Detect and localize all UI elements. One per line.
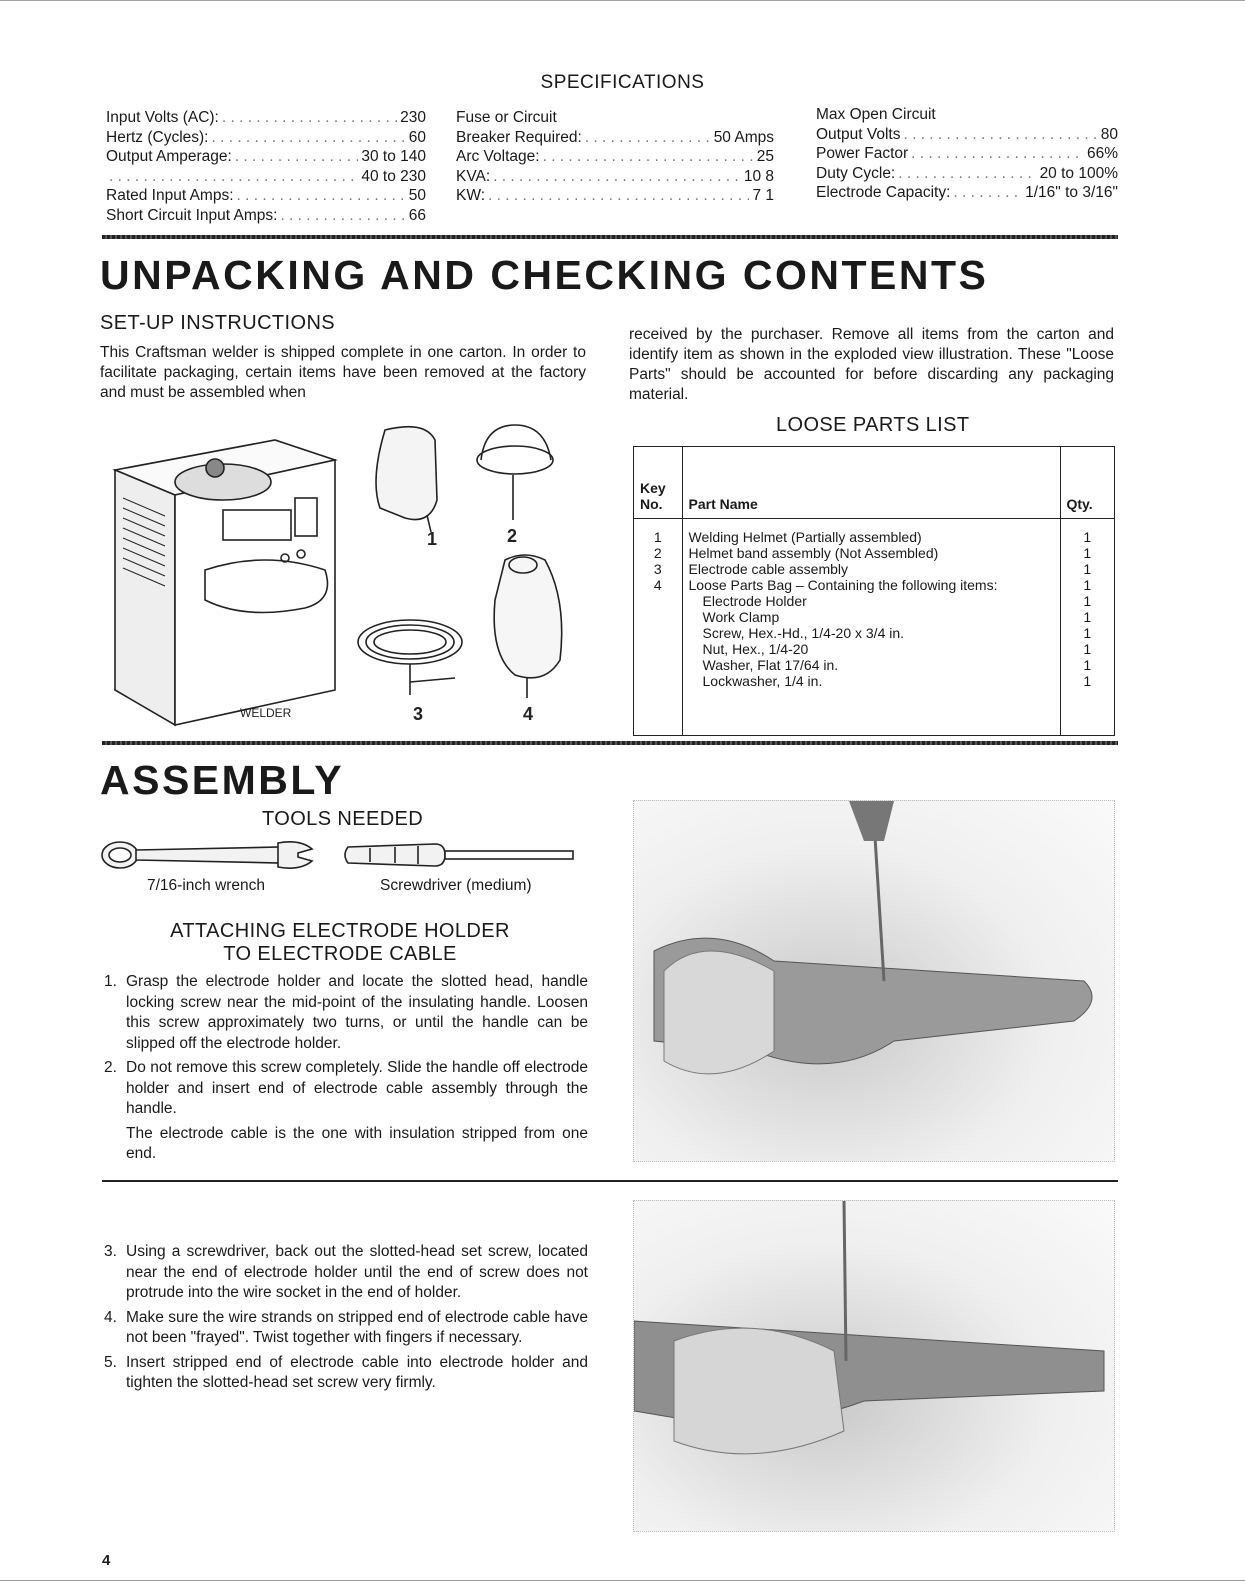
leader-dots bbox=[953, 183, 1022, 203]
step-number: 2. bbox=[104, 1059, 117, 1076]
table-cell-qty: 1 bbox=[1083, 560, 1092, 577]
item-3-label: 3 bbox=[413, 704, 424, 724]
leader-dots bbox=[280, 206, 405, 226]
table-cell-key bbox=[634, 657, 682, 673]
table-row bbox=[634, 518, 1114, 545]
item-1-label: 1 bbox=[427, 529, 438, 549]
spec-label: Power Factor bbox=[816, 145, 909, 162]
table-cell-name: Electrode Holder bbox=[682, 593, 1060, 609]
table-cell-key: 3 bbox=[634, 561, 682, 577]
spec-value: 10 8 bbox=[743, 167, 774, 185]
spec-col-3 bbox=[816, 105, 1118, 203]
step-item bbox=[104, 1242, 588, 1304]
table-cell-qty: 1 bbox=[1083, 672, 1092, 689]
leader-dots bbox=[585, 128, 711, 148]
leader-dots bbox=[911, 144, 1084, 164]
steps-group-a bbox=[104, 972, 588, 1165]
col2-row bbox=[456, 147, 774, 167]
table-row bbox=[634, 577, 1114, 593]
col1-row bbox=[106, 186, 426, 206]
step-text: Make sure the wire strands on stripped end of electrode cable have not been "frayed". Twist together with fingers if necessary. bbox=[126, 1308, 588, 1346]
divider-assembly bbox=[102, 1180, 1118, 1182]
col1-row bbox=[106, 167, 426, 187]
spec-label: Short Circuit Input Amps: bbox=[106, 206, 278, 224]
spec-value: 40 to 230 bbox=[361, 167, 426, 185]
step-item bbox=[104, 1058, 588, 1120]
table-cell-qty: 1 bbox=[1083, 656, 1092, 673]
table-cell-name: Loose Parts Bag – Containing the following items: bbox=[682, 577, 1060, 593]
table-row bbox=[634, 545, 1114, 561]
step-item bbox=[104, 972, 588, 1054]
leader-dots bbox=[109, 167, 358, 187]
photo-electrode-holder-1 bbox=[633, 800, 1115, 1162]
header-part-name: Part Name bbox=[682, 447, 1060, 518]
spec-value: 80 bbox=[1100, 125, 1118, 143]
table-cell-qty: 1 bbox=[1083, 592, 1092, 609]
leader-dots bbox=[211, 128, 405, 148]
top-border bbox=[0, 0, 1245, 1]
table-cell-key: 1 bbox=[634, 518, 682, 545]
header-key-line2: No. bbox=[640, 495, 663, 512]
wrench-icon bbox=[100, 835, 320, 875]
spec-label: KVA: bbox=[456, 167, 491, 185]
table-cell-key bbox=[634, 641, 682, 657]
spec-label: Arc Voltage: bbox=[456, 148, 540, 165]
step-number: 5. bbox=[104, 1353, 117, 1371]
exploded-view-illustration bbox=[105, 420, 585, 740]
spec-value: 30 to 140 bbox=[361, 148, 426, 165]
spec-label: Electrode Capacity: bbox=[816, 184, 951, 201]
step-text: Grasp the electrode holder and locate the slotted head, handle locking screw near the mid-point of the insulating handle. Loosen this screw approximately two turns, or until the handle can be slipped off the electrode holder. bbox=[126, 973, 588, 1052]
header-qty: Qty. bbox=[1060, 447, 1114, 518]
spec-value: 60 bbox=[408, 128, 426, 146]
step-item bbox=[104, 1353, 588, 1394]
leader-dots bbox=[235, 147, 359, 167]
parts-bag-drawing bbox=[494, 555, 562, 698]
spec-label: Fuse or Circuit bbox=[456, 109, 557, 126]
helmet-drawing bbox=[376, 427, 437, 532]
spec-value: 50 bbox=[408, 187, 426, 204]
step-number: 3. bbox=[104, 1243, 117, 1260]
table-cell-name: Lockwasher, 1/4 in. bbox=[682, 673, 1060, 689]
welder-drawing bbox=[115, 440, 335, 725]
screwdriver-icon bbox=[340, 838, 580, 872]
page-number: 4 bbox=[102, 1552, 111, 1569]
assembly-heading: ASSEMBLY bbox=[100, 757, 345, 803]
col3-row bbox=[816, 105, 1118, 125]
col2-row bbox=[456, 108, 774, 128]
spec-label: Duty Cycle: bbox=[816, 164, 896, 182]
table-row bbox=[634, 593, 1114, 609]
step-number: 1. bbox=[104, 973, 117, 990]
table-cell-name: Work Clamp bbox=[682, 609, 1060, 625]
attach-heading-line2: TO ELECTRODE CABLE bbox=[223, 943, 457, 965]
tool-label-wrench: 7/16-inch wrench bbox=[147, 877, 266, 894]
table-cell-key bbox=[634, 593, 682, 609]
col2-row bbox=[456, 186, 774, 206]
col3-row bbox=[816, 164, 1118, 184]
table-row bbox=[634, 657, 1114, 673]
setup-paragraph-right: received by the purchaser. Remove all items from the carton and identify item as shown in the exploded view illustration. These "Loose Parts" should be accounted for before discarding any packaging material. bbox=[629, 326, 1114, 403]
specifications-title: SPECIFICATIONS bbox=[540, 72, 705, 93]
setup-paragraph-left: This Craftsman welder is shipped complete in one carton. In order to facilitate packaging, certain items have been removed at the factory and must be assembled when bbox=[100, 344, 586, 401]
tool-label-screwdriver: Screwdriver (medium) bbox=[380, 877, 532, 894]
divider-unpacking bbox=[102, 741, 1118, 745]
col1-row bbox=[106, 108, 426, 128]
tools-needed-heading: TOOLS NEEDED bbox=[262, 808, 424, 830]
table-cell-name: Welding Helmet (Partially assembled) bbox=[682, 518, 1060, 545]
table-row bbox=[634, 673, 1114, 689]
leader-dots bbox=[898, 164, 1036, 184]
spec-value: 50 Amps bbox=[713, 128, 774, 146]
spec-label: Max Open Circuit bbox=[816, 106, 936, 123]
table-cell-key: 4 bbox=[634, 577, 682, 593]
table-cell-key bbox=[634, 673, 682, 689]
attach-heading-line1: ATTACHING ELECTRODE HOLDER bbox=[170, 920, 510, 942]
table-cell-qty: 1 bbox=[1083, 608, 1092, 625]
table-cell-qty: 1 bbox=[1083, 640, 1092, 657]
header-key bbox=[634, 447, 682, 518]
step-number: 4. bbox=[104, 1308, 117, 1326]
col3-row bbox=[816, 125, 1118, 145]
col1-row bbox=[106, 147, 426, 167]
spec-value: 7 1 bbox=[752, 187, 774, 204]
loose-parts-table bbox=[634, 447, 1114, 735]
table-cell-name: Electrode cable assembly bbox=[682, 561, 1060, 577]
cable-drawing bbox=[358, 620, 462, 695]
photo-electrode-holder-2 bbox=[633, 1200, 1115, 1532]
item-2-label: 2 bbox=[507, 526, 518, 546]
table-cell-qty: 1 bbox=[1083, 576, 1092, 593]
leader-dots bbox=[488, 186, 749, 206]
col2-row bbox=[456, 167, 774, 187]
step-text: Insert stripped end of electrode cable into electrode holder and tighten the slotted-head set screw very firmly. bbox=[126, 1353, 588, 1391]
col2-row bbox=[456, 128, 774, 148]
helmet-band-drawing bbox=[477, 425, 553, 520]
table-cell-key: 2 bbox=[634, 545, 682, 561]
item-4-label: 4 bbox=[523, 704, 534, 724]
divider-specs bbox=[102, 235, 1118, 239]
loose-parts-title: LOOSE PARTS LIST bbox=[776, 414, 970, 436]
spec-value: 66 bbox=[408, 206, 426, 224]
leader-dots bbox=[222, 108, 397, 128]
spec-label: Output Volts bbox=[816, 125, 901, 143]
unpacking-heading: UNPACKING AND CHECKING CONTENTS bbox=[100, 252, 989, 298]
table-cell-name: Nut, Hex., 1/4-20 bbox=[682, 641, 1060, 657]
setup-heading: SET-UP INSTRUCTIONS bbox=[100, 312, 336, 334]
table-cell-qty: 1 bbox=[1083, 544, 1092, 561]
spec-value: 1/16" to 3/16" bbox=[1025, 184, 1118, 201]
spec-col-2 bbox=[456, 108, 774, 206]
loose-parts-table-box bbox=[633, 446, 1115, 736]
col3-row bbox=[816, 144, 1118, 164]
spec-col-1 bbox=[106, 108, 426, 225]
cable-note: The electrode cable is the one with insulation stripped from one end. bbox=[126, 1124, 588, 1162]
table-cell-qty: 1 bbox=[1083, 528, 1092, 545]
table-row bbox=[634, 561, 1114, 577]
step-text: Do not remove this screw completely. Slide the handle off electrode holder and insert end of electrode cable assembly through the handle. bbox=[126, 1059, 588, 1117]
spec-label: Rated Input Amps: bbox=[106, 187, 234, 204]
leader-dots bbox=[543, 147, 754, 167]
spec-label: Hertz (Cycles): bbox=[106, 128, 209, 146]
leader-dots bbox=[493, 167, 741, 187]
table-row bbox=[634, 641, 1114, 657]
spec-label: Input Volts (AC): bbox=[106, 109, 219, 126]
bottom-border bbox=[0, 1580, 1245, 1581]
header-key-line1: Key bbox=[640, 479, 666, 496]
steps-group-b bbox=[104, 1242, 588, 1398]
spec-label: Breaker Required: bbox=[456, 128, 582, 146]
table-cell-name: Washer, Flat 17/64 in. bbox=[682, 657, 1060, 673]
col1-row bbox=[106, 206, 426, 226]
col3-row bbox=[816, 183, 1118, 203]
spec-value: 230 bbox=[400, 109, 426, 126]
step-text: Using a screwdriver, back out the slotted-head set screw, located near the end of electrode holder until the end of screw does not protrude into the wire socket in the end of holder. bbox=[126, 1243, 588, 1301]
leader-dots bbox=[903, 125, 1097, 145]
table-cell-key bbox=[634, 609, 682, 625]
table-cell-name: Helmet band assembly (Not Assembled) bbox=[682, 545, 1060, 561]
table-cell-name: Screw, Hex.-Hd., 1/4-20 x 3/4 in. bbox=[682, 625, 1060, 641]
table-filler-row bbox=[634, 689, 1114, 735]
step-item bbox=[104, 1308, 588, 1349]
table-row bbox=[634, 609, 1114, 625]
spec-label: Output Amperage: bbox=[106, 148, 232, 165]
col1-row bbox=[106, 128, 426, 148]
table-cell-qty: 1 bbox=[1083, 624, 1092, 641]
welder-label: WELDER bbox=[240, 706, 292, 720]
spec-value: 20 to 100% bbox=[1039, 164, 1118, 182]
leader-dots bbox=[237, 186, 406, 206]
table-cell-key bbox=[634, 625, 682, 641]
table-row bbox=[634, 625, 1114, 641]
spec-value: 66% bbox=[1086, 145, 1118, 162]
spec-label: KW: bbox=[456, 187, 485, 204]
spec-value: 25 bbox=[756, 148, 774, 165]
